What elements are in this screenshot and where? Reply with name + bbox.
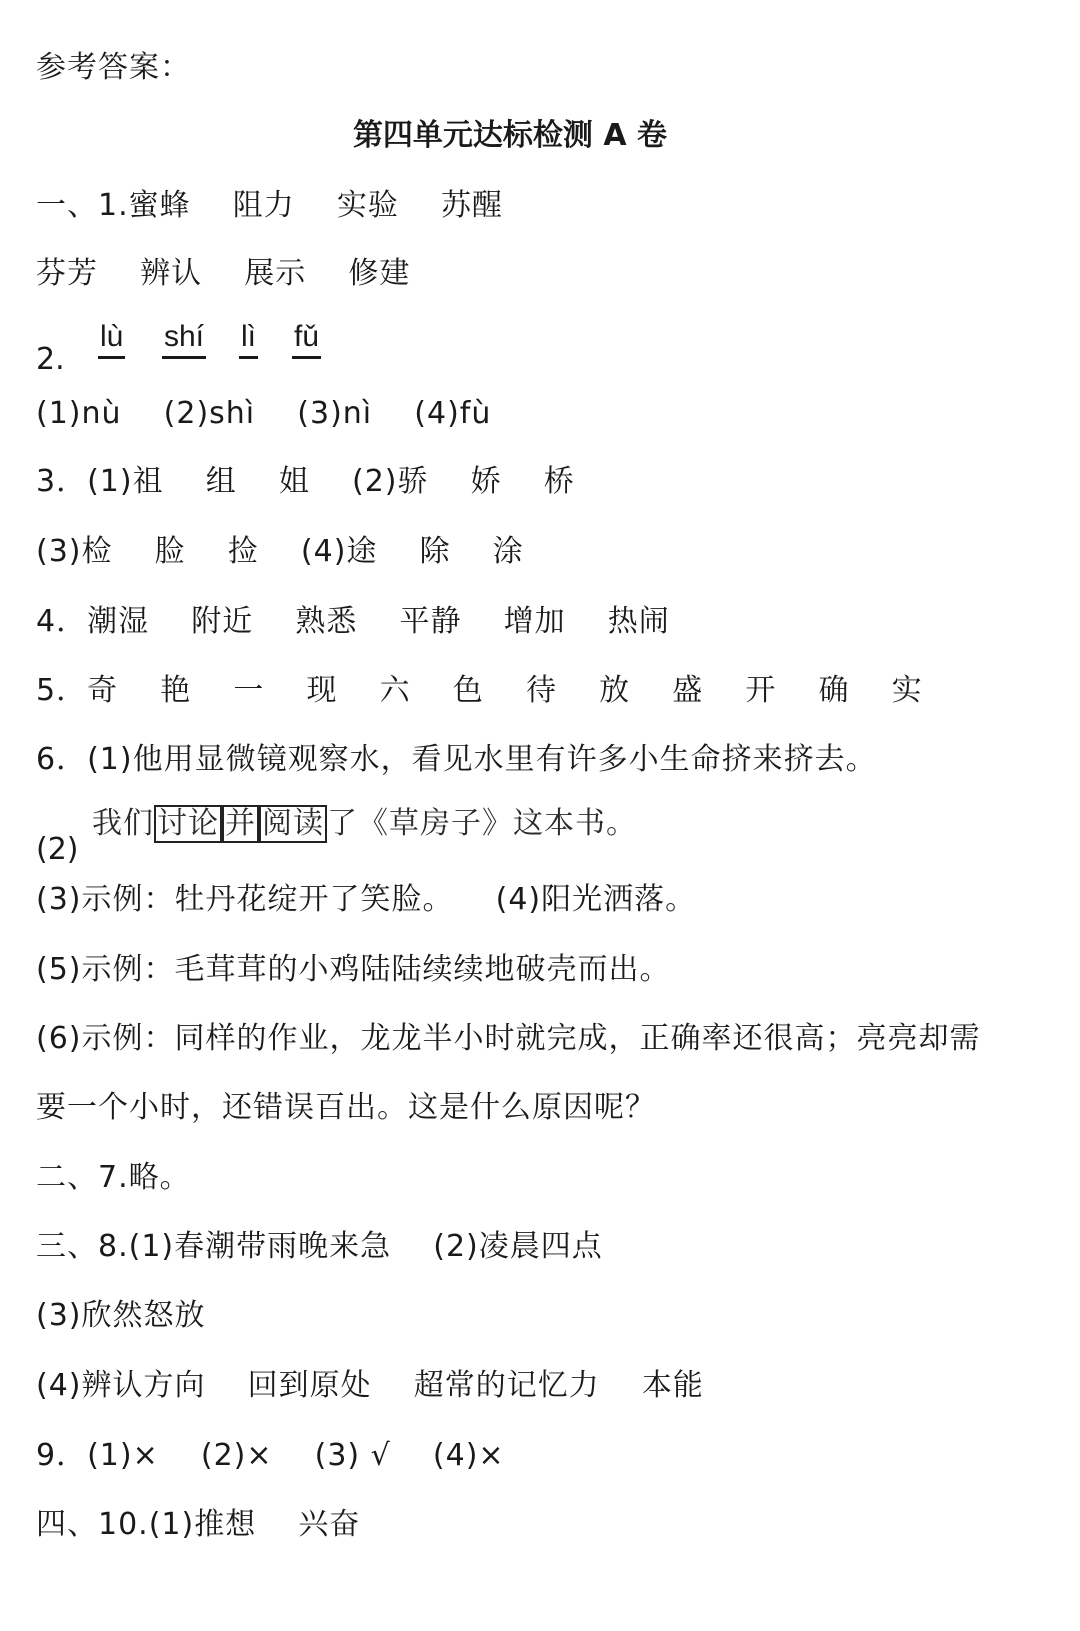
boxed-word: 阅读 (259, 805, 327, 843)
answer-line-12: (5)示例：毛茸茸的小鸡陆陆续续地破壳而出。 (36, 952, 671, 987)
pinyin-question-number: 2. (36, 342, 65, 377)
pinyin-item: fǔ (292, 318, 321, 359)
answer-line-13: (6)示例：同样的作业，龙龙半小时就完成，正确率还很高；亮亮却需 (36, 1021, 981, 1056)
pinyin-item: lù (98, 318, 125, 359)
answer-line-1: 一、1.蜜蜂 阻力 实验 苏醒 (36, 188, 504, 223)
answer-line-8: 5．奇 艳 一 现 六 色 待 放 盛 开 确 实 (36, 673, 923, 708)
answer-line-6: (3)检 脸 捡 (4)途 除 涂 (36, 534, 524, 569)
answer-line-19: 9．(1)× (2)× (3) √ (4)× (36, 1438, 505, 1473)
boxed-sentence (92, 804, 637, 844)
answer-line-18: (4)辨认方向 回到原处 超常的记忆力 本能 (36, 1368, 704, 1403)
answer-line-16: 三、8.(1)春潮带雨晚来急 (2)凌晨四点 (36, 1229, 603, 1264)
answer-line-20: 四、10.(1)推想 兴奋 (36, 1507, 361, 1542)
boxed-word: 并 (222, 805, 259, 843)
answer-line-17: (3)欣然怒放 (36, 1298, 206, 1333)
answer-line-7: 4．潮湿 附近 熟悉 平静 增加 热闹 (36, 604, 670, 639)
pinyin-item: lì (239, 318, 258, 359)
answer-line-11: (3)示例：牡丹花绽开了笑脸。 (4)阳光洒落。 (36, 882, 697, 917)
answer-line-4: (1)nù (2)shì (3)nì (4)fù (36, 396, 492, 431)
answer-line-9: 6．(1)他用显微镜观察水，看见水里有许多小生命挤来挤去。 (36, 742, 877, 777)
pinyin-answer-row (36, 318, 436, 378)
page-title: 第四单元达标检测 A 卷 (352, 118, 668, 153)
sentence-part: 我们 (92, 806, 154, 841)
answer-line-15: 二、7.略。 (36, 1160, 191, 1195)
sentence-part: 了《草房子》这本书。 (327, 806, 637, 841)
pinyin-item: shí (162, 318, 206, 359)
answer-line-2: 芬芳 辨认 展示 修建 (36, 256, 411, 291)
boxed-word: 讨论 (154, 805, 222, 843)
answer-line-14: 要一个小时，还错误百出。这是什么原因呢？ (36, 1090, 656, 1125)
sentence-question-number: (2) (36, 832, 79, 867)
answer-line-5: 3．(1)祖 组 姐 (2)骄 娇 桥 (36, 464, 575, 499)
boxed-sentence-row (36, 800, 936, 870)
header-label: 参考答案： (36, 50, 191, 85)
